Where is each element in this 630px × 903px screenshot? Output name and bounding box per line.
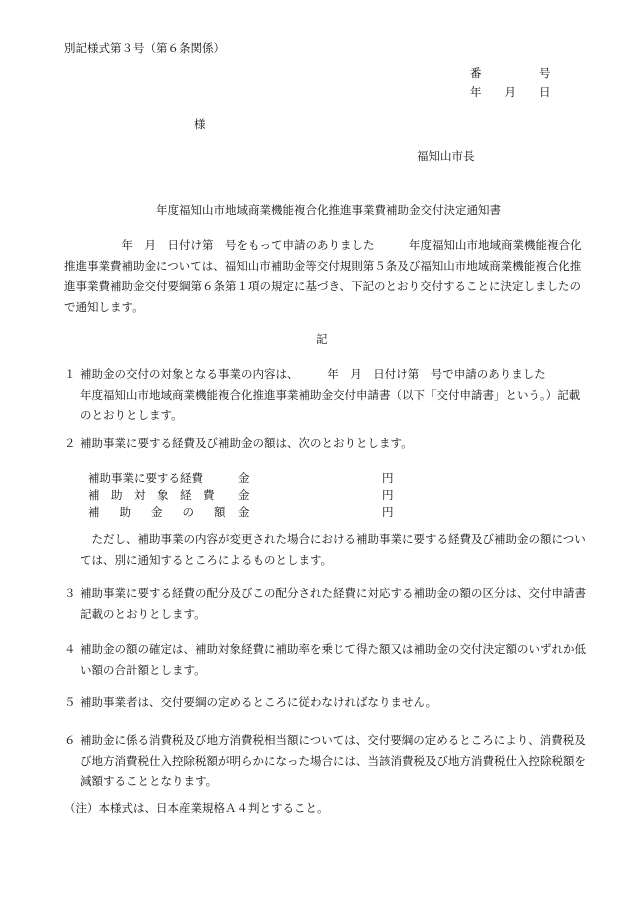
amount-yen: 円: [382, 505, 394, 519]
footnote: （注）本様式は、日本産業規格Ａ４判とすること。: [64, 801, 329, 815]
item-text: 補助事業に要する経費及び補助金の額は、次のとおりとします。: [80, 436, 413, 450]
document-date: 年 月 日: [470, 85, 551, 99]
amount-label: 補 助 金 の 額: [88, 505, 225, 519]
document-title: 年度福知山市地域商業機能複合化推進事業費補助金交付決定通知書: [156, 203, 501, 217]
recipient-suffix: 様: [194, 117, 206, 131]
sender: 福知山市長: [417, 149, 475, 163]
document-number: 番 号: [470, 66, 551, 80]
item-text: 補助金に係る消費税及び地方消費税相当額については、交付要綱の定めるところにより、消費税及び地方消費税仕入控除税額が明らかになった場合には、当該消費税及び地方消費税仕入控除税額を減額することとなります。: [80, 733, 586, 788]
amount-yen: 円: [382, 488, 394, 502]
item-number: ３: [64, 586, 76, 600]
amount-kin: 金: [238, 505, 250, 519]
item-number: ２: [64, 436, 76, 450]
list-item: [64, 639, 588, 680]
amount-yen: 円: [382, 471, 394, 485]
item-number: ５: [64, 695, 76, 709]
amount-kin: 金: [238, 488, 250, 502]
ki-heading: 記: [316, 332, 328, 346]
list-item: [64, 730, 588, 792]
intro-paragraph: 年 月 日付け第 号をもって申請のありました 年度福知山市地域商業機能複合化推進事業費補助金については、福知山市補助金等交付規則第５条及び福知山市地域商業機能複合化推進事業費補助金交付要綱第６条第１項の規定に基づき、下記のとおり交付することに決定しましたので通知します。: [64, 238, 582, 314]
item-text: 補助事業に要する経費の配分及びこの配分された経費に対応する補助金の額の区分は、交付申請書記載のとおりとします。: [80, 586, 586, 621]
list-item: [64, 364, 588, 426]
item-text: 補助事業者は、交付要綱の定めるところに従わなければなりません。: [80, 695, 438, 709]
list-item: [64, 433, 588, 454]
list-item: [64, 692, 588, 713]
amount-kin: 金: [238, 471, 250, 485]
item-number: １: [64, 367, 76, 381]
item-text: 補助金の額の確定は、補助対象経費に補助率を乗じて得た額又は補助金の交付決定額のいずれか低い額の合計額とします。: [80, 642, 586, 677]
list-item: [64, 583, 588, 624]
item-2-note: ただし、補助事業の内容が変更された場合における補助事業に要する経費及び補助金の額については、別に通知するところによるものとします。: [80, 532, 586, 567]
item-text: 補助金の交付の対象となる事業の内容は、 年 月 日付け第 号で申請のありました 年度福知山市地域商業機能複合化推進事業補助金交付申請書（以下「交付申請書」という。）記載のとおりとします。: [80, 367, 581, 422]
item-number: ６: [64, 733, 76, 747]
amount-label: 補 助 対 象 経 費: [88, 488, 215, 502]
item-number: ４: [64, 642, 76, 656]
amount-label: 補助事業に要する経費: [88, 471, 203, 485]
form-reference: 別記様式第３号（第６条関係）: [64, 41, 225, 55]
